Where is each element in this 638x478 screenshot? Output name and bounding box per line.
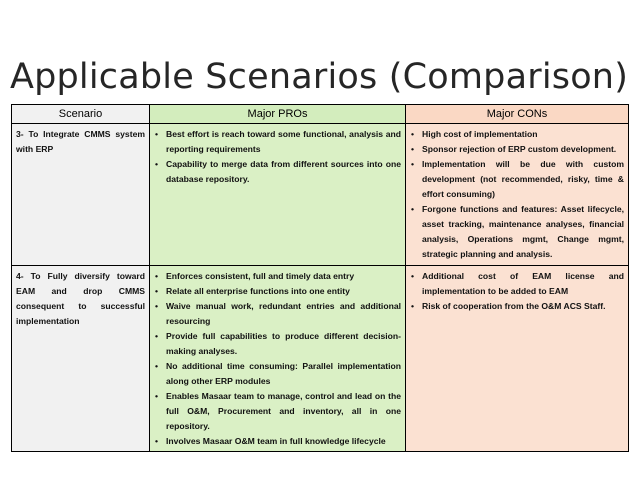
scenario-cell bbox=[12, 124, 150, 266]
scenario-cell bbox=[12, 266, 150, 452]
slide-title: Applicable Scenarios (Comparison) bbox=[9, 57, 629, 97]
cons-cell bbox=[406, 266, 629, 452]
header-major-pros: Major PROs bbox=[150, 105, 406, 124]
pro-item: • Enforces consistent, full and timely data entry bbox=[154, 269, 401, 284]
cons-cell bbox=[406, 124, 629, 266]
con-item: • High cost of implementation bbox=[410, 127, 624, 142]
pro-item: • Capability to merge data from different sources into one database repository. bbox=[154, 157, 401, 187]
header-scenario: Scenario bbox=[12, 105, 150, 124]
con-item: • Sponsor rejection of ERP custom development. bbox=[410, 142, 624, 157]
scenario-text: 4- To Fully diversify toward EAM and drop CMMS consequent to successful implementation bbox=[16, 271, 145, 326]
con-item: • Forgone functions and features: Asset lifecycle, asset tracking, maintenance analyses, financial analysis, Operations mgmt, Change mgmt, strategic planning and analysis. bbox=[410, 202, 624, 262]
header-major-cons: Major CONs bbox=[406, 105, 629, 124]
pro-item: • Provide full capabilities to produce different decision-making analyses. bbox=[154, 329, 401, 359]
con-item: • Implementation will be due with custom development (not recommended, risky, time & effort consuming) bbox=[410, 157, 624, 202]
pro-item: • Enables Masaar team to manage, control and lead on the full O&M, Procurement and inventory, all in one repository. bbox=[154, 389, 401, 434]
cons-list bbox=[410, 127, 624, 262]
table-header-row bbox=[12, 105, 629, 124]
table-row bbox=[12, 124, 629, 266]
pros-list bbox=[154, 269, 401, 449]
pro-item: • Relate all enterprise functions into one entity bbox=[154, 284, 401, 299]
comparison-table bbox=[11, 104, 629, 452]
cons-list bbox=[410, 269, 624, 314]
pro-item: • Involves Masaar O&M team in full knowledge lifecycle bbox=[154, 434, 401, 449]
con-item: • Risk of cooperation from the O&M ACS Staff. bbox=[410, 299, 624, 314]
pro-item: • Waive manual work, redundant entries and additional resourcing bbox=[154, 299, 401, 329]
table-row bbox=[12, 266, 629, 452]
pros-cell bbox=[150, 124, 406, 266]
pros-list bbox=[154, 127, 401, 187]
pro-item: • Best effort is reach toward some functional, analysis and reporting requirements bbox=[154, 127, 401, 157]
pros-cell bbox=[150, 266, 406, 452]
con-item: • Additional cost of EAM license and implementation to be added to EAM bbox=[410, 269, 624, 299]
scenario-text: 3- To Integrate CMMS system with ERP bbox=[16, 129, 145, 154]
pro-item: • No additional time consuming: Parallel implementation along other ERP modules bbox=[154, 359, 401, 389]
